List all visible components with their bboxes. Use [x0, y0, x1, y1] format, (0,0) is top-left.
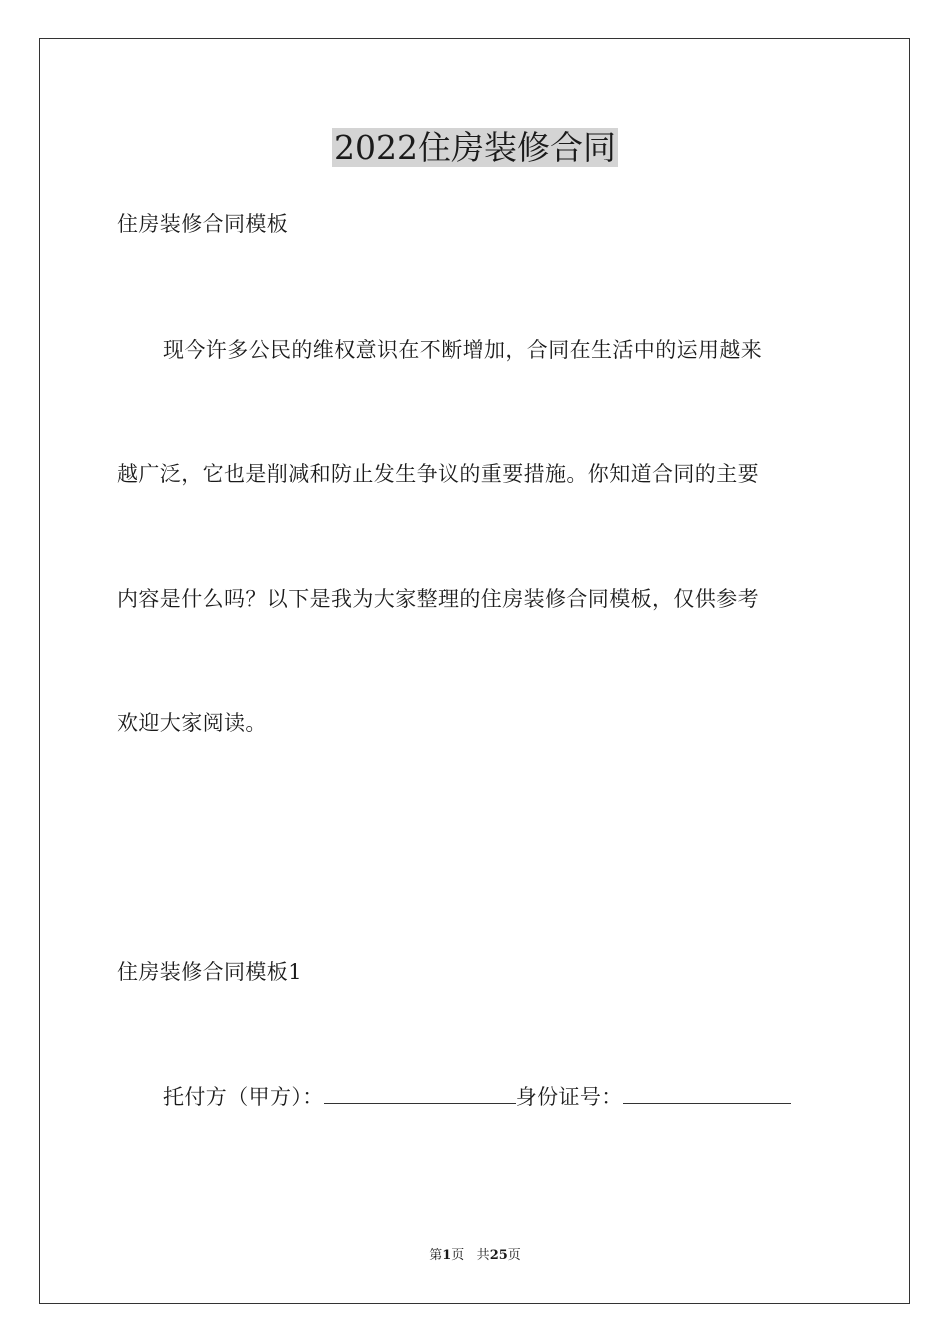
footer-total-pages: 25: [489, 1248, 508, 1263]
party-a-row: [163, 1083, 791, 1111]
footer-total-prefix: 共: [476, 1248, 490, 1263]
footer-page-number: 1: [442, 1248, 452, 1263]
footer-page-suffix: 页: [451, 1248, 465, 1263]
intro-line-1: 现今许多公民的维权意识在不断增加，合同在生活中的运用越来: [163, 338, 763, 362]
party-a-blank: [324, 1083, 516, 1104]
page-footer: [0, 1247, 950, 1265]
id-number-label: 身份证号：: [515, 1085, 623, 1109]
document-title: [0, 126, 950, 170]
intro-line-2: 越广泛，它也是削减和防止发生争议的重要措施。你知道合同的主要: [117, 462, 759, 486]
section-heading: 住房装修合同模板1: [117, 960, 302, 984]
id-number-blank: [623, 1083, 791, 1104]
party-a-label: 托付方（甲方）：: [163, 1085, 324, 1109]
document-subtitle: 住房装修合同模板: [117, 212, 289, 236]
footer-page-prefix: 第: [429, 1248, 443, 1263]
intro-line-3: 内容是什么吗？以下是我为大家整理的住房装修合同模板，仅供参考: [117, 587, 759, 611]
footer-total-suffix: 页: [507, 1248, 521, 1263]
document-title-text: 2022住房装修合同: [334, 128, 616, 167]
intro-line-4: 欢迎大家阅读。: [117, 711, 267, 735]
